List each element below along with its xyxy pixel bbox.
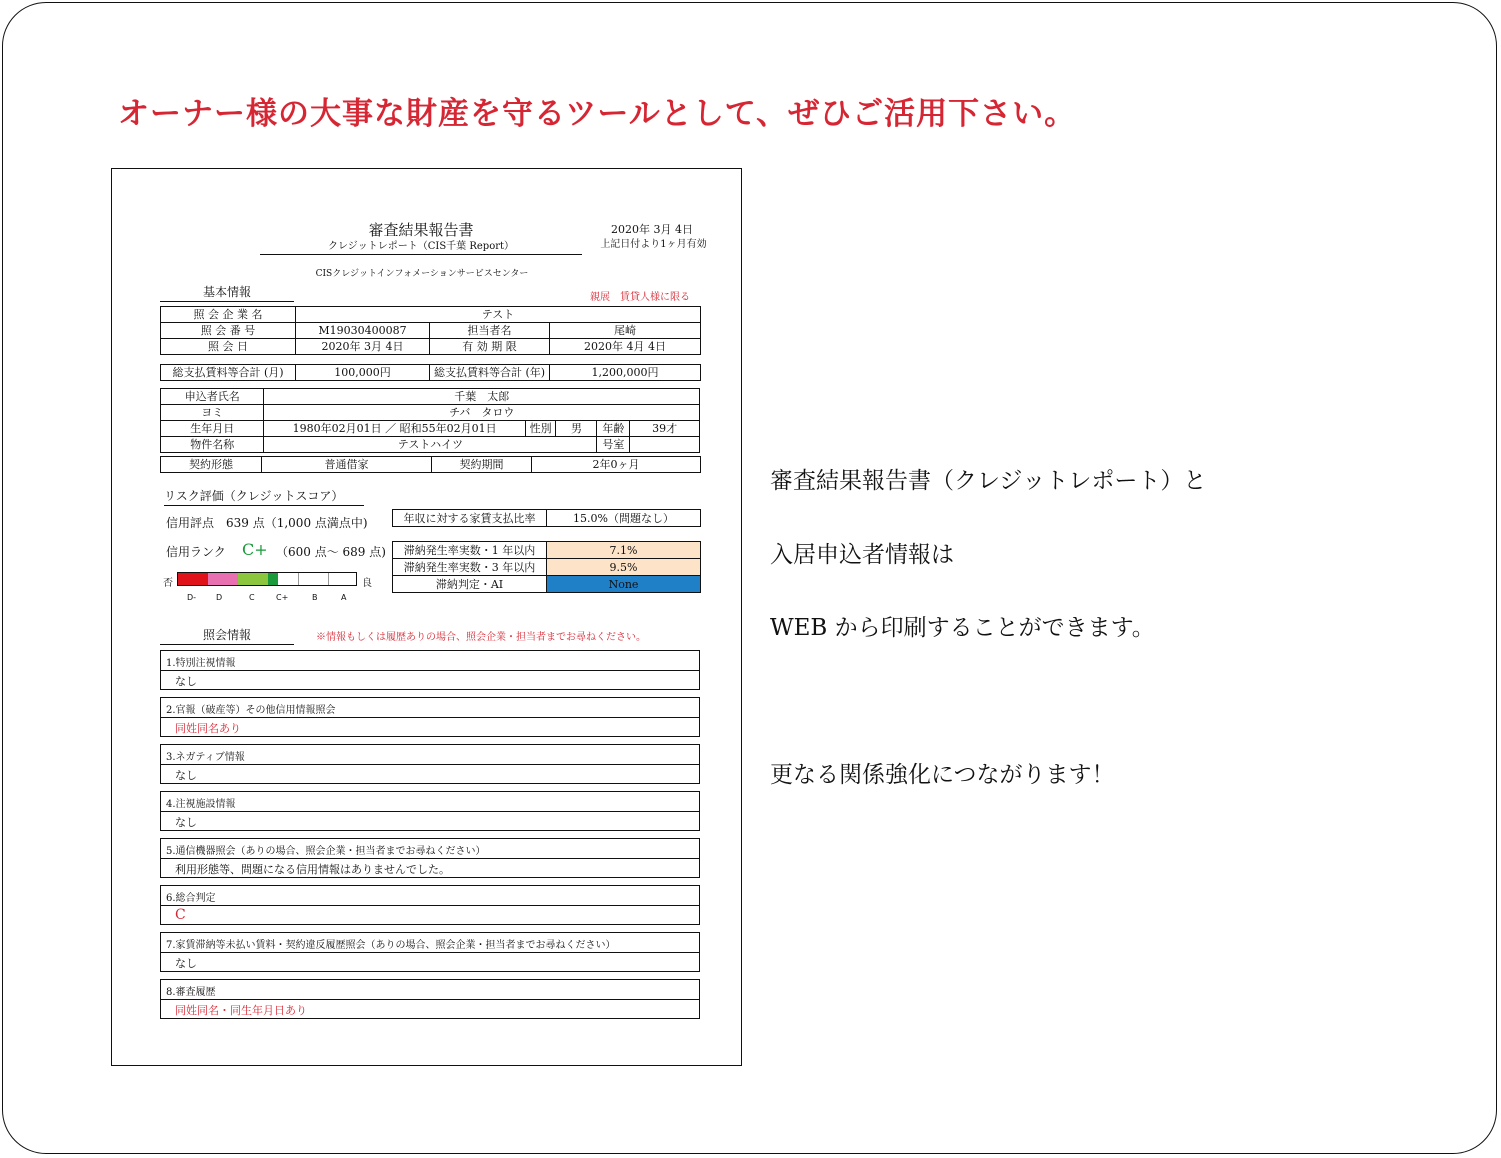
rent-annual-label: 総支払賃料等合計 (年)	[430, 365, 550, 381]
credit-score: 信用評点 639 点（1,000 点満点中)	[166, 516, 368, 530]
company-label: 照 会 企 業 名	[161, 307, 296, 323]
applicant-name-value: 千葉 太郎	[264, 389, 700, 405]
side-text-line2: 入居申込者情報は	[770, 542, 954, 568]
rank-seg-d-minus	[178, 573, 208, 585]
confidential-note: 親展 賃貸人様に限る	[590, 292, 690, 303]
applicant-kana-value: チバ タロウ	[264, 405, 700, 421]
date-value: 2020年 3月 4日	[296, 339, 430, 355]
property-label: 物件名称	[161, 437, 264, 453]
scale-tick	[328, 573, 329, 585]
number-label: 照 会 番 号	[161, 323, 296, 339]
sex-value: 男	[556, 421, 597, 437]
rank-seg-c-plus	[268, 573, 278, 585]
applicant-kana-label: ヨミ	[161, 405, 264, 421]
risk-heading: リスク評価（クレジットスコア）	[164, 487, 364, 506]
scale-label-d: D	[216, 593, 223, 602]
inquiry-item-value: なし	[175, 957, 197, 970]
birth-value: 1980年02月01日 ／ 昭和55年02月01日	[264, 421, 525, 437]
credit-report-sheet	[111, 168, 742, 1066]
inquiry-item	[160, 979, 700, 1019]
rank-scale-bar	[177, 572, 357, 586]
inquiry-item-label: 4.注視施設情報	[166, 799, 236, 810]
delay3-value: 9.5%	[547, 559, 701, 576]
inquiry-item-value: 同姓同名・同生年月日あり	[175, 1004, 307, 1017]
scale-label-a: A	[341, 593, 347, 602]
scale-high: 良	[362, 578, 372, 589]
rank-seg-c	[238, 573, 268, 585]
inquiry-item-label: 3.ネガティブ情報	[166, 752, 245, 763]
basic-info-table	[160, 306, 701, 355]
inquiry-item-label: 8.審査履歴	[166, 987, 216, 998]
property-value: テストハイツ	[264, 437, 597, 453]
person-label: 担当者名	[430, 323, 550, 339]
period-value: 2年0ヶ月	[532, 457, 701, 473]
rent-total-table	[160, 364, 701, 381]
overall-rating-value: C	[175, 907, 186, 923]
inquiry-item	[160, 838, 700, 878]
person-value: 尾崎	[550, 323, 701, 339]
contract-value: 普通借家	[262, 457, 432, 473]
inquiry-item	[160, 744, 700, 784]
age-label: 年齢	[597, 421, 630, 437]
credit-rank-value: C+	[242, 540, 268, 559]
side-text-line1: 審査結果報告書（クレジットレポート）と	[770, 468, 1207, 494]
scale-label-d-minus: D-	[187, 593, 197, 602]
side-text-line4: 更なる関係強化につながります！	[770, 762, 1115, 788]
ai-value: None	[547, 576, 701, 593]
room-label: 号室	[597, 437, 630, 453]
inquiry-item	[160, 791, 700, 831]
date-label: 照 会 日	[161, 339, 296, 355]
report-valid-note: 上記日付より1ヶ月有効	[600, 239, 707, 250]
inquiry-item-label: 6.総合判定	[166, 893, 216, 904]
inquiry-item-value: なし	[175, 816, 197, 829]
inquiry-item	[160, 932, 700, 972]
inquiry-heading: 照会情報	[160, 626, 294, 645]
age-value: 39才	[630, 421, 700, 437]
inquiry-item-label: 7.家賃滞納等未払い賃料・契約違反履歴照会（ありの場合、照会企業・担当者までお尋ねください）	[166, 940, 616, 951]
period-label: 契約期間	[432, 457, 532, 473]
inquiry-item	[160, 885, 700, 925]
expiry-label: 有 効 期 限	[430, 339, 550, 355]
report-title: 審査結果報告書	[368, 221, 474, 239]
scale-low: 否	[163, 578, 173, 589]
contract-table	[160, 456, 701, 473]
room-value	[630, 437, 700, 453]
rent-annual-value: 1,200,000円	[550, 365, 701, 381]
rent-monthly-label: 総支払賃料等合計 (月)	[161, 365, 296, 381]
expiry-value: 2020年 4月 4日	[550, 339, 701, 355]
contract-label: 契約形態	[161, 457, 262, 473]
rent-ratio-table	[392, 509, 701, 527]
sex-label: 性別	[525, 421, 556, 437]
scale-tick	[298, 573, 299, 585]
ai-label: 滞納判定・AI	[393, 576, 547, 593]
report-subtitle: クレジットレポート（CIS千葉 Report）	[260, 237, 582, 255]
number-value: M19030400087	[296, 323, 430, 339]
headline: オーナー様の大事な財産を守るツールとして、ぜひご活用下さい。	[118, 96, 1077, 132]
delinquency-table	[392, 541, 701, 593]
inquiry-item-value: 同姓同名あり	[175, 722, 241, 735]
birth-label: 生年月日	[161, 421, 264, 437]
applicant-name-label: 申込者氏名	[161, 389, 264, 405]
report-date: 2020年 3月 4日	[611, 223, 693, 236]
credit-rank-range: （600 点～ 689 点)	[276, 545, 386, 559]
basic-info-heading: 基本情報	[160, 283, 294, 302]
delay1-label: 滞納発生率実数・1 年以内	[393, 542, 547, 559]
report-center-name: CISクレジットインフォメーションサービスセンター	[315, 269, 529, 279]
inquiry-item-label: 2.官報（破産等）その他信用情報照会	[166, 705, 336, 716]
inquiry-item	[160, 697, 700, 737]
company-value: テスト	[296, 307, 701, 323]
inquiry-note: ※情報もしくは履歴ありの場合、照会企業・担当者までお尋ねください。	[316, 632, 646, 643]
rent-monthly-value: 100,000円	[296, 365, 430, 381]
credit-rank-label: 信用ランク	[166, 545, 226, 559]
inquiry-item-label: 1.特別注視情報	[166, 658, 236, 669]
scale-label-b: B	[312, 593, 318, 602]
delay1-value: 7.1%	[547, 542, 701, 559]
ratio-value: 15.0%（問題なし）	[547, 510, 701, 527]
scale-label-c: C	[249, 593, 255, 602]
inquiry-item	[160, 650, 700, 690]
inquiry-item-value: 利用形態等、問題になる信用情報はありませんでした。	[175, 863, 450, 876]
inquiry-item-value: なし	[175, 769, 197, 782]
applicant-table	[160, 388, 700, 453]
inquiry-item-value: なし	[175, 675, 197, 688]
scale-label-c-plus: C+	[276, 593, 289, 602]
rank-seg-d	[208, 573, 238, 585]
side-text-line3: WEB から印刷することができます。	[770, 615, 1155, 641]
delay3-label: 滞納発生率実数・3 年以内	[393, 559, 547, 576]
ratio-label: 年収に対する家賃支払比率	[393, 510, 547, 527]
inquiry-item-label: 5.通信機器照会（ありの場合、照会企業・担当者までお尋ねください）	[166, 846, 486, 857]
